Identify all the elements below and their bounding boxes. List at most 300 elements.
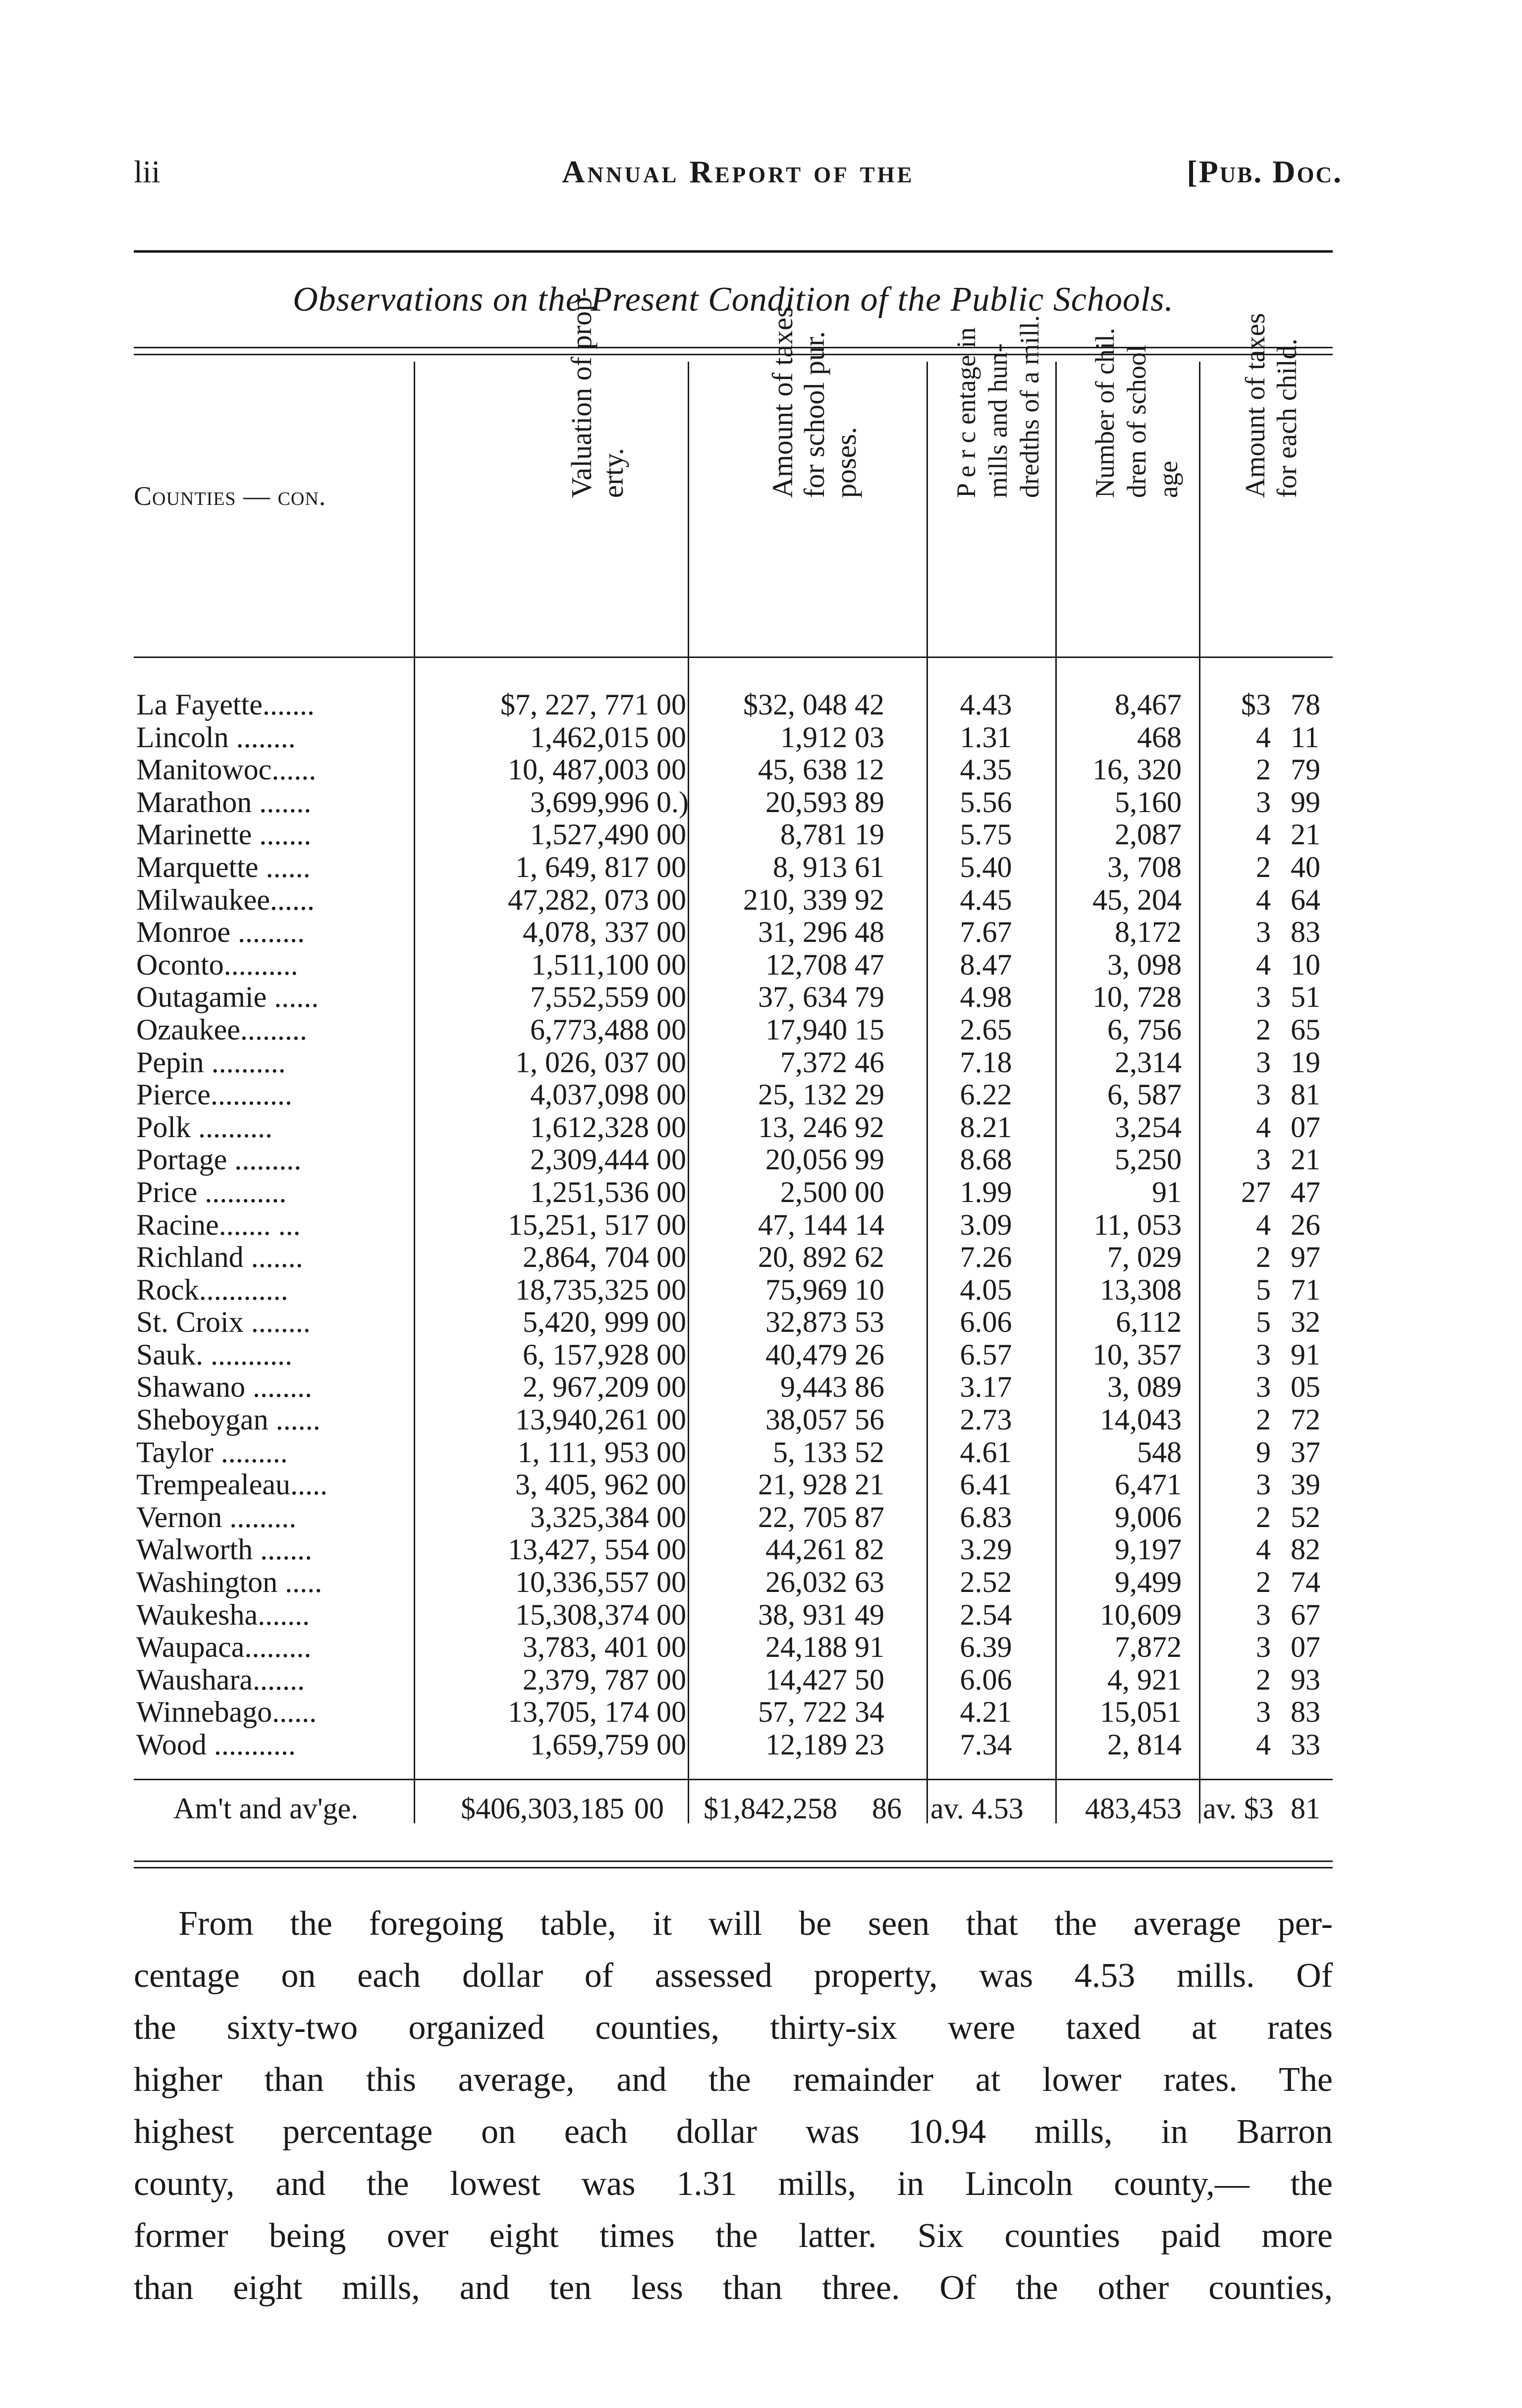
taxes-cell: 2,500 [780,1175,847,1208]
taxes-cell: 20,056 [765,1143,847,1176]
valuation-cents-cell: 00 [656,1696,686,1729]
valuation-cell: 3,699,996 [530,785,649,819]
taxes-cell: 20, 892 [758,1241,847,1274]
valuation-cell: 4,078, 337 [523,916,649,949]
total-rule [134,1779,1333,1780]
county-cell: Washington ..... [136,1566,323,1599]
per-child-cell: 3 [1256,1696,1271,1729]
children-cell: 13,308 [1100,1273,1182,1306]
per-child-cents-cell: 91 [1291,1338,1320,1371]
taxes-cents-cell: 56 [855,1403,884,1436]
county-cell: Polk .......... [136,1111,273,1144]
valuation-cents-cell: 00 [656,1273,686,1306]
valuation-cell: 1,511,100 [531,948,649,981]
children-cell: 45, 204 [1092,883,1182,916]
per-child-cell: 5 [1256,1306,1271,1339]
per-child-cents-cell: 74 [1291,1566,1320,1599]
children-cell: 7, 029 [1107,1241,1182,1274]
col-header-line: for school pur. [798,331,830,498]
county-cell: Trempealeau..... [136,1469,328,1501]
taxes-cents-cell: 26 [855,1338,884,1371]
valuation-cell: 3, 405, 962 [515,1468,649,1501]
taxes-cell: 24,188 [765,1631,847,1664]
per-child-cell: 3 [1256,1631,1271,1664]
percentage-cell: 5.40 [960,850,1012,883]
total-row [134,1789,1333,1828]
per-child-cell: 4 [1256,818,1271,851]
percentage-cell: 6.83 [960,1500,1012,1533]
county-cell: Sheboygan ...... [136,1404,321,1436]
per-child-cents-cell: 79 [1291,753,1320,786]
per-child-cents-cell: 39 [1291,1468,1320,1501]
per-child-cents-cell: 11 [1291,720,1319,754]
valuation-cents-cell: 00 [656,1208,686,1241]
body-paragraph [134,1898,1333,2314]
valuation-cents-cell: 00 [656,753,686,786]
page-header [134,154,1343,208]
per-child-cents-cell: 07 [1291,1631,1320,1664]
valuation-cents-cell: 00 [656,1468,686,1501]
valuation-cell: 1,462,015 [530,720,649,754]
percentage-cell: 4.21 [960,1696,1012,1729]
percentage-cell: 2.73 [960,1403,1012,1436]
taxes-cents-cell: 00 [855,1175,884,1208]
valuation-cell: 3,325,384 [530,1500,649,1533]
county-cell: Wood ........... [136,1729,296,1761]
valuation-cents-cell: 00 [656,818,686,851]
per-child-cents-cell: 93 [1291,1663,1320,1696]
per-child-cell: 4 [1256,883,1271,916]
county-cell: Walworth ....... [136,1533,313,1566]
per-child-cell: 2 [1256,1403,1271,1436]
col-header-line: Valuation of prop- [565,287,598,498]
col-header-line: P e r c entage in [951,327,981,498]
valuation-cents-cell: 00 [656,1631,686,1664]
children-cell: 14,043 [1100,1403,1182,1436]
col-header-taxes [767,306,862,498]
children-cell: 16, 320 [1092,753,1182,786]
valuation-cents-cell: 00 [656,1533,686,1566]
county-cell: Marinette ....... [136,819,312,851]
taxes-cents-cell: 21 [855,1468,884,1501]
taxes-cents-cell: 63 [855,1566,884,1599]
table-bottom-rule-2 [134,1867,1333,1868]
valuation-cell: 6, 157,928 [523,1338,649,1371]
table-row [134,1111,1333,1144]
taxes-cents-cell: 19 [855,818,884,851]
children-cell: 5,160 [1115,785,1182,819]
valuation-cell: 13,940,261 [515,1403,649,1436]
valuation-cents-cell: 00 [656,883,686,916]
taxes-cell: 45, 638 [758,753,847,786]
table-row [134,1631,1333,1664]
taxes-cents-cell: 14 [855,1208,884,1241]
taxes-cell: 20,593 [765,785,847,819]
table-row [134,884,1333,917]
percentage-cell: 8.21 [960,1110,1012,1144]
children-cell: 3, 708 [1107,850,1182,883]
taxes-cents-cell: 29 [855,1078,884,1111]
taxes-cell: 38, 931 [758,1598,847,1631]
percentage-cell: 4.43 [960,688,1012,721]
taxes-cell: 31, 296 [758,916,847,949]
valuation-cents-cell: 00 [656,1045,686,1079]
table-row [134,1729,1333,1761]
taxes-cell: 57, 722 [758,1696,847,1729]
children-cell: 7,872 [1115,1631,1182,1664]
total-per-cents: 81 [1291,1792,1320,1825]
valuation-cell: 13,427, 554 [508,1533,649,1566]
county-cell: Waupaca......... [136,1631,312,1664]
county-cell: Pepin .......... [136,1046,286,1079]
valuation-cents-cell: 00 [656,1403,686,1436]
valuation-cents-cell: 0.) [656,785,689,819]
taxes-cell: 38,057 [765,1403,847,1436]
per-child-cell: 3 [1256,1078,1271,1111]
per-child-cents-cell: 40 [1291,850,1320,883]
taxes-cents-cell: 42 [855,688,884,721]
county-cell: Waukesha....... [136,1598,310,1631]
header-rule [134,250,1333,253]
col-header-percentage [950,315,1045,498]
total-valuation: $406,303,185 [461,1792,624,1825]
taxes-cents-cell: 46 [855,1045,884,1079]
table-row [134,1079,1333,1111]
per-child-cents-cell: 83 [1291,1696,1320,1729]
per-child-cell: 3 [1256,1598,1271,1631]
taxes-cents-cell: 62 [855,1241,884,1274]
total-children: 483,453 [1085,1792,1182,1825]
taxes-cents-cell: 89 [855,785,884,819]
taxes-cents-cell: 12 [855,753,884,786]
paragraph-line: From the foregoing table, it will be seen that the average per- [178,1905,1333,1943]
per-child-cell: 4 [1256,720,1271,754]
taxes-cell: 5, 133 [773,1435,847,1469]
table-bottom-rule [134,1861,1333,1862]
per-child-cell: 4 [1256,1208,1271,1241]
valuation-cents-cell: 00 [656,948,686,981]
county-cell: Ozaukee......... [136,1013,307,1046]
col-header-county: Counties — con. [134,481,326,511]
percentage-cell: 5.75 [960,818,1012,851]
taxes-cents-cell: 79 [855,981,884,1014]
valuation-cell: 1,612,328 [530,1110,649,1144]
table-row [134,754,1333,786]
percentage-cell: 1.31 [960,720,1012,754]
table-row [134,1599,1333,1632]
percentage-cell: 4.98 [960,981,1012,1014]
per-child-cents-cell: 52 [1291,1500,1320,1533]
county-cell: Taylor ......... [136,1436,288,1469]
valuation-cell: 1,659,759 [530,1728,649,1761]
taxes-cell: 7,372 [780,1045,847,1079]
total-percentage: av. 4.53 [930,1792,1024,1825]
taxes-cell: 44,261 [765,1533,847,1566]
taxes-cell: 8,781 [780,818,847,851]
taxes-cell: 47, 144 [758,1208,847,1241]
table-row [134,1274,1333,1307]
table-row [134,786,1333,819]
valuation-cents-cell: 00 [656,1663,686,1696]
per-child-cents-cell: 21 [1291,1143,1320,1176]
per-child-cell: 2 [1256,753,1271,786]
county-cell: Waushara....... [136,1663,305,1696]
percentage-cell: 3.17 [960,1370,1012,1404]
taxes-cell: 22, 705 [758,1500,847,1533]
taxes-cell: 12,708 [765,948,847,981]
county-cell: Racine....... ... [136,1208,301,1241]
taxes-cents-cell: 99 [855,1143,884,1176]
col-header-children [1089,328,1184,498]
per-child-cents-cell: 07 [1291,1110,1320,1144]
paragraph-line: higher than this average, and the remainder at lower rates. The [134,2061,1333,2099]
percentage-cell: 6.22 [960,1078,1012,1111]
per-child-cents-cell: 33 [1291,1728,1320,1761]
children-cell: 10, 728 [1092,981,1182,1014]
percentage-cell: 8.68 [960,1143,1012,1176]
per-child-cents-cell: 83 [1291,916,1320,949]
valuation-cell: 2,864, 704 [523,1241,649,1274]
children-cell: 3, 089 [1107,1370,1182,1404]
taxes-cell: 12,189 [765,1728,847,1761]
children-cell: 9,197 [1115,1533,1182,1566]
col-header-line: erty. [597,448,629,498]
valuation-cell: 2, 967,209 [523,1370,649,1404]
table-row [134,1176,1333,1209]
children-cell: 2,314 [1115,1045,1182,1079]
col-header-line: for each child. [1272,338,1303,498]
per-child-cents-cell: 37 [1291,1435,1320,1469]
valuation-cents-cell: 00 [656,916,686,949]
county-cell: Oconto.......... [136,948,298,981]
valuation-cents-cell: 00 [656,1013,686,1046]
taxes-cents-cell: 15 [855,1013,884,1046]
children-cell: 3,254 [1115,1110,1182,1144]
county-cell: Portage ......... [136,1144,302,1176]
table-row [134,819,1333,851]
per-child-cents-cell: 82 [1291,1533,1320,1566]
per-child-cents-cell: 05 [1291,1370,1320,1404]
percentage-cell: 4.05 [960,1273,1012,1306]
county-cell: Richland ....... [136,1241,303,1274]
per-child-cell: 3 [1256,1468,1271,1501]
per-child-cell: 3 [1256,916,1271,949]
valuation-cell: 1,251,536 [530,1175,649,1208]
table-row [134,1566,1333,1599]
valuation-cell: $7, 227, 771 [500,688,649,721]
per-child-cents-cell: 10 [1291,948,1320,981]
children-cell: 2,087 [1115,818,1182,851]
table-row [134,1209,1333,1242]
table-row [134,1696,1333,1729]
col-header-line: dren of school [1122,345,1151,498]
per-child-cell: 2 [1256,1013,1271,1046]
valuation-cents-cell: 00 [656,1566,686,1599]
paragraph-line: centage on each dollar of assessed property, was 4.53 mills. Of [134,1957,1333,1995]
per-child-cell: 27 [1241,1175,1271,1208]
header-bottom-rule [134,657,1333,658]
per-child-cents-cell: 64 [1291,883,1320,916]
table-row [134,1664,1333,1697]
taxes-cell: 32,873 [765,1306,847,1339]
per-child-cents-cell: 71 [1291,1273,1320,1306]
per-child-cents-cell: 65 [1291,1013,1320,1046]
children-cell: 9,006 [1115,1500,1182,1533]
valuation-cents-cell: 00 [656,1078,686,1111]
county-cell: Pierce........... [136,1079,292,1111]
valuation-cell: 1, 111, 953 [517,1435,649,1469]
per-child-cell: 3 [1256,1370,1271,1404]
paragraph-line: former being over eight times the latter. Six counties paid more [134,2217,1333,2255]
table-row [134,1501,1333,1534]
table-row [134,689,1333,721]
valuation-cents-cell: 00 [656,1110,686,1144]
table-row [134,1241,1333,1274]
percentage-cell: 6.39 [960,1631,1012,1664]
valuation-cell: 5,420, 999 [523,1306,649,1339]
taxes-cents-cell: 86 [855,1370,884,1404]
county-cell: Rock............ [136,1273,288,1306]
valuation-cell: 3,783, 401 [523,1631,649,1664]
per-child-cents-cell: 47 [1291,1175,1320,1208]
valuation-cell: 47,282, 073 [508,883,649,916]
taxes-cell: 25, 132 [758,1078,847,1111]
percentage-cell: 1.99 [960,1175,1012,1208]
children-cell: 6,471 [1115,1468,1182,1501]
total-taxes: $1,842,258 [704,1792,837,1825]
total-val-cents: 00 [634,1792,664,1825]
valuation-cell: 4,037,098 [530,1078,649,1111]
percentage-cell: 2.65 [960,1013,1012,1046]
county-cell: Vernon ......... [136,1501,297,1533]
children-cell: 8,172 [1115,916,1182,949]
valuation-cell: 2,379, 787 [523,1663,649,1696]
table-row [134,1339,1333,1371]
valuation-cents-cell: 00 [656,720,686,754]
county-cell: Outagamie ...... [136,981,319,1014]
county-cell: La Fayette....... [136,689,315,721]
table-row [134,1436,1333,1469]
county-cell: Marathon ....... [136,786,312,819]
per-child-cell: 3 [1256,981,1271,1014]
taxes-cell: 17,940 [765,1013,847,1046]
paragraph-line: the sixty-two organized counties, thirty-six were taxed at rates [134,2009,1333,2047]
per-child-cell: 4 [1256,1533,1271,1566]
taxes-cents-cell: 49 [855,1598,884,1631]
valuation-cell: 10, 487,003 [508,753,649,786]
per-child-cell: 3 [1256,1338,1271,1371]
valuation-cell: 7,552,559 [530,981,649,1014]
valuation-cents-cell: 00 [656,1598,686,1631]
per-child-cents-cell: 19 [1291,1045,1320,1079]
per-child-cents-cell: 21 [1291,818,1320,851]
per-child-cell: 4 [1256,1728,1271,1761]
taxes-cents-cell: 92 [855,883,884,916]
page-number: lii [134,154,161,189]
per-child-cell: 2 [1256,1241,1271,1274]
taxes-cell: $32, 048 [743,688,847,721]
valuation-cell: 2,309,444 [530,1143,649,1176]
county-cell: Lincoln ........ [136,721,296,754]
table-row [134,916,1333,949]
percentage-cell: 3.29 [960,1533,1012,1566]
per-child-cell: 4 [1256,948,1271,981]
valuation-cell: 1, 026, 037 [515,1045,649,1079]
valuation-cents-cell: 00 [656,1241,686,1274]
per-child-cell: 4 [1256,1110,1271,1144]
county-cell: Monroe ......... [136,916,305,949]
county-cell: Sauk. ........... [136,1338,292,1371]
percentage-cell: 6.41 [960,1468,1012,1501]
county-cell: Marquette ...... [136,851,311,883]
percentage-cell: 6.06 [960,1306,1012,1339]
valuation-cell: 6,773,488 [530,1013,649,1046]
col-header-line: mills and hun- [983,343,1013,498]
table-row [134,1306,1333,1339]
table-row [134,1404,1333,1436]
valuation-cents-cell: 00 [656,1306,686,1339]
taxes-cents-cell: 52 [855,1435,884,1469]
valuation-cell: 15,308,374 [515,1598,649,1631]
children-cell: 6, 587 [1107,1078,1182,1111]
percentage-cell: 4.61 [960,1435,1012,1469]
children-cell: 548 [1137,1435,1182,1469]
table-row [134,1014,1333,1046]
taxes-cents-cell: 47 [855,948,884,981]
col-header-line: Amount of taxes [766,306,799,498]
taxes-cell: 1,912 [780,720,847,754]
taxes-cents-cell: 23 [855,1728,884,1761]
valuation-cell: 15,251, 517 [508,1208,649,1241]
per-child-cents-cell: 51 [1291,981,1320,1014]
percentage-cell: 5.56 [960,785,1012,819]
per-child-cents-cell: 99 [1291,785,1320,819]
taxes-cell: 9,443 [780,1370,847,1404]
children-cell: 8,467 [1115,688,1182,721]
taxes-cell: 21, 928 [758,1468,847,1501]
per-child-cell: 2 [1256,850,1271,883]
county-cell: Milwaukee...... [136,883,315,916]
percentage-cell: 7.67 [960,916,1012,949]
children-cell: 10, 357 [1092,1338,1182,1371]
total-per-child: av. $3 [1203,1792,1274,1825]
paragraph-line: highest percentage on each dollar was 10.94 mills, in Barron [134,2113,1333,2151]
valuation-cell: 13,705, 174 [508,1696,649,1729]
taxes-cents-cell: 92 [855,1110,884,1144]
percentage-cell: 4.45 [960,883,1012,916]
children-cell: 6, 756 [1107,1013,1182,1046]
per-child-cell: 2 [1256,1663,1271,1696]
percentage-cell: 6.57 [960,1338,1012,1371]
taxes-cents-cell: 91 [855,1631,884,1664]
per-child-cents-cell: 81 [1291,1078,1320,1111]
taxes-cell: 210, 339 [743,883,847,916]
taxes-cell: 75,969 [765,1273,847,1306]
valuation-cell: 10,336,557 [515,1566,649,1599]
county-cell: Manitowoc...... [136,754,317,786]
table-row [134,1469,1333,1501]
per-child-cents-cell: 72 [1291,1403,1320,1436]
taxes-cell: 26,032 [765,1566,847,1599]
taxes-cents-cell: 34 [855,1696,884,1729]
percentage-cell: 3.09 [960,1208,1012,1241]
valuation-cents-cell: 00 [656,1370,686,1404]
valuation-cents-cell: 00 [656,1143,686,1176]
paragraph-line: than eight mills, and ten less than three. Of the other counties, [134,2269,1333,2307]
percentage-cell: 7.34 [960,1728,1012,1761]
col-header-line: poses. [830,427,862,498]
children-cell: 3, 098 [1107,948,1182,981]
